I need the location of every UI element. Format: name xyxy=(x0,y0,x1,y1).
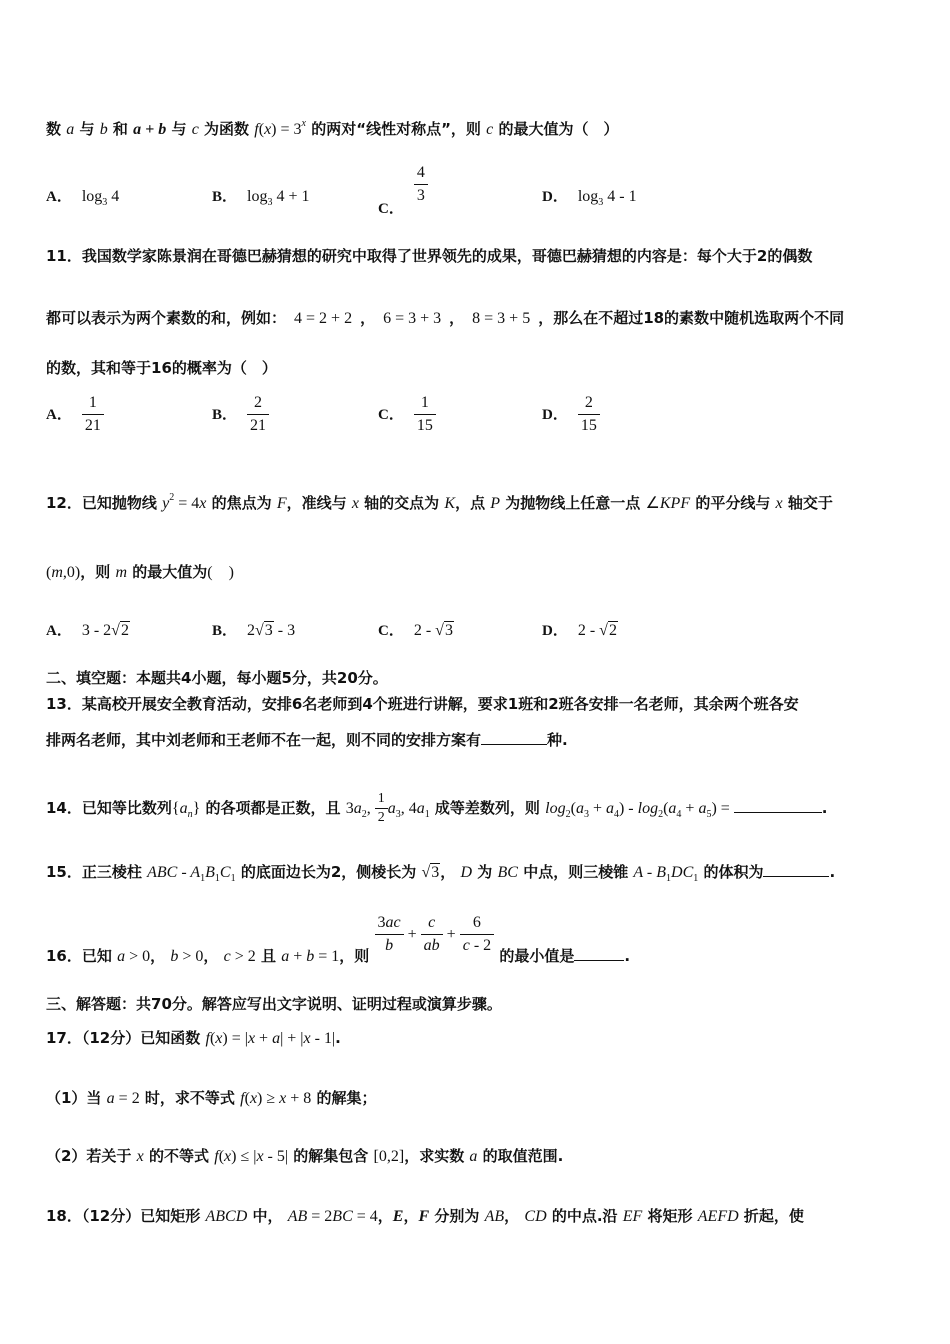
q12-option-a: A． 3 - 2√2 xyxy=(46,622,129,639)
q11-option-d: D． $\frac{2}{15}$ xyxy=(542,392,600,437)
q15: 15．正三棱柱 ABC - $A_1B_1C_1$ 的底面边长为2，侧棱长为 √3， D 为 BC 中点，则三棱锥 A - $B_1DC_1$ 的体积为 . xyxy=(46,863,836,884)
q17-part2: （2）若关于 x 的不等式 f(x) ≤ |x - 5| 的解集包含 [0,2]，求实数 a 的取值范围. xyxy=(46,1147,564,1165)
q11-line1: 11．我国数学家陈景润在哥德巴赫猜想的研究中取得了世界领先的成果，哥德巴赫猜想的内容是：每个大于2的偶数 xyxy=(46,247,813,265)
q13-line1: 13．某高校开展安全教育活动，安排6名老师到4个班进行讲解，要求1班和2班各安排一名老师，其余两个班各安 xyxy=(46,695,799,713)
q12-option-d: D． 2 - √2 xyxy=(542,622,617,639)
q16: 16．已知 a > 0， b > 0， c > 2 且 a + b = 1，则 $\frac{3ac}{b}$ + $\frac{c}{ab}$ + $\frac{6}{c - 2}$ 的最小值是 . xyxy=(46,914,631,965)
q11-option-c: C． $\frac{1}{15}$ xyxy=(378,392,436,437)
q10-option-a: A． $\log_3 4$ xyxy=(46,188,120,208)
q11-line3: 的数，其和等于16的概率为（ ） xyxy=(46,359,277,377)
q12-option-b: B． 2√3 - 3 xyxy=(212,622,296,639)
q14: 14．已知等比数列$\{a_n\}$ 的各项都是正数，且 $3a_2$, $\frac{1}{2}$ $a_3$, $4a_1$ 成等差数列，则 $\log_2(a_3 + a_4) - \log_2(a_4 + a_5)$ = . xyxy=(46,791,828,825)
q12-line1: 12．已知抛物线 $y^2 = 4x$ 的焦点为 F，准线与 x 轴的交点为 K，点 P 为抛物线上任意一点 ∠KPF 的平分线与 x 轴交于 xyxy=(46,492,833,512)
section3-heading: 三、解答题：共70分。解答应写出文字说明、证明过程或演算步骤。 xyxy=(46,995,502,1013)
q10-option-c: C． $\frac{4}{3}$ xyxy=(378,162,428,207)
q11-option-a: A． $\frac{1}{21}$ xyxy=(46,392,104,437)
q10-stem: 数 a 与 b 和 a + b 与 c 为函数 $f(x) = 3^x$ 的两对“线性对称点”，则 c 的最大值为（ ） xyxy=(46,118,619,138)
q12-line2: (m,0)，则 m 的最大值为( ) xyxy=(46,563,234,581)
section2-heading: 二、填空题：本题共4小题，每小题5分，共20分。 xyxy=(46,669,388,687)
q11-line2: 都可以表示为两个素数的和，例如： 4 = 2 + 2 ， 6 = 3 + 3 ， 8 = 3 + 5 ，那么在不超过18的素数中随机选取两个不同 xyxy=(46,309,845,327)
q17-part1: （1）当 a = 2 时，求不等式 f(x) ≥ x + 8 的解集； xyxy=(46,1089,377,1107)
q12-option-c: C． 2 - √3 xyxy=(378,622,453,639)
q18-stem: 18．（12分）已知矩形 ABCD 中， AB = 2BC = 4，E，F 分别为 AB， CD 的中点.沿 EF 将矩形 AEFD 折起，使 xyxy=(46,1207,804,1225)
q13-line2: 排两名老师，其中刘老师和王老师不在一起，则不同的安排方案有 种. xyxy=(46,731,568,749)
q10-option-d: D． $\log_3 4 - 1$ xyxy=(542,188,637,208)
q10-option-b: B． $\log_3 4 + 1$ xyxy=(212,188,310,208)
q17-stem: 17．（12分）已知函数 f(x) = |x + a| + |x - 1|. xyxy=(46,1029,341,1047)
q11-option-b: B． $\frac{2}{21}$ xyxy=(212,392,269,437)
